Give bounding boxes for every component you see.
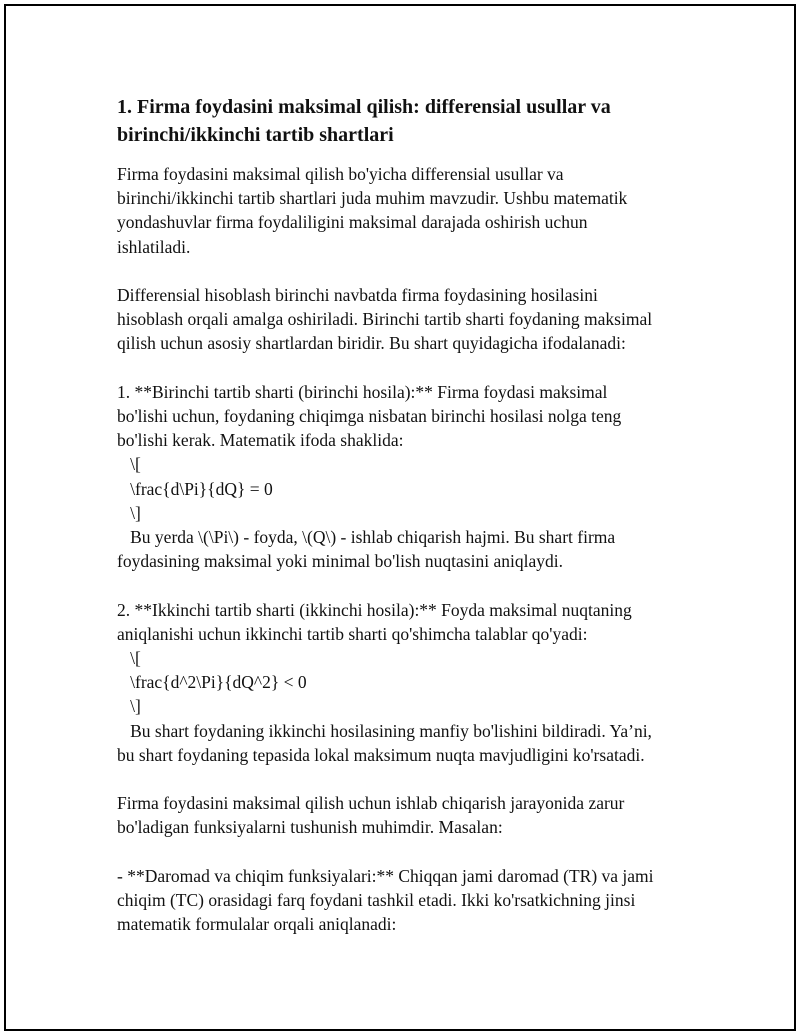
text-line: aniqlanishi uchun ikkinchi tartib sharti qo'shimcha talablar qo'yadi: (117, 623, 588, 644)
section-heading (117, 93, 757, 149)
text-line: bo'lishi uchun, foydaning chiqimga nisbatan birinchi hosilasi nolga teng (117, 406, 622, 426)
text-line: chiqim (TC) orasidagi farq foydani tashkil etadi. Ikki ko'rsatkichning jinsi (117, 890, 636, 911)
text-line: foydasining maksimal yoki minimal bo'lish nuqtasini aniqlaydi. (117, 551, 563, 572)
paragraph-6 (117, 864, 757, 937)
text-line: bo'lishi kerak. Matematik ifoda shaklida: (117, 430, 404, 451)
text-line: yondashuvlar firma foydaliligini maksimal darajada oshirish uchun (117, 212, 588, 233)
text-line: \frac{d^2\Pi}{dQ^2} < 0 (117, 672, 307, 693)
paragraph-2 (117, 283, 757, 356)
heading-line: 1. Firma foydasini maksimal qilish: differensial usullar va (117, 96, 611, 118)
paragraph-1 (117, 162, 757, 259)
document-body (117, 93, 757, 936)
text-line: \] (117, 696, 141, 717)
text-line: \] (117, 502, 141, 523)
text-line: matematik formulalar orqali aniqlanadi: (117, 914, 397, 935)
text-line: Differensial hisoblash birinchi navbatda firma foydasining hosilasini (117, 285, 598, 305)
paragraph-5 (117, 791, 757, 839)
text-line: 2. **Ikkinchi tartib sharti (ikkinchi hosila):** Foyda maksimal nuqtaning (117, 599, 632, 620)
paragraph-3 (117, 380, 757, 574)
text-line: hisoblash orqali amalga oshiriladi. Birinchi tartib sharti foydaning maksimal (117, 309, 653, 330)
paragraph-4 (117, 598, 757, 767)
text-line: bo'ladigan funksiyalarni tushunish muhimdir. Masalan: (117, 817, 503, 838)
text-line: Bu shart foydaning ikkinchi hosilasining manfiy bo'lishini bildiradi. Ya’ni, (117, 720, 652, 741)
text-line: Firma foydasini maksimal qilish bo'yicha differensial usullar va (117, 164, 564, 184)
text-line: \[ (117, 648, 141, 669)
text-line: bu shart foydaning tepasida lokal maksimum nuqta mavjudligini ko'rsatadi. (117, 744, 645, 765)
text-line: birinchi/ikkinchi tartib shartlari juda muhim mavzudir. Ushbu matematik (117, 188, 628, 209)
text-line: Firma foydasini maksimal qilish uchun ishlab chiqarish jarayonida zarur (117, 793, 625, 814)
text-line: 1. **Birinchi tartib sharti (birinchi hosila):** Firma foydasi maksimal (117, 381, 608, 402)
paragraph-list (117, 162, 757, 936)
text-line: - **Daromad va chiqim funksiyalari:** Chiqqan jami daromad (TR) va jami (117, 865, 654, 886)
text-line: Bu yerda \(\Pi\) - foyda, \(Q\) - ishlab chiqarish hajmi. Bu shart firma (117, 527, 616, 548)
text-line: qilish uchun asosiy shartlardan biridir. Bu shart quyidagicha ifodalanadi: (117, 333, 626, 354)
text-line: ishlatiladi. (117, 236, 191, 257)
text-line: \frac{d\Pi}{dQ} = 0 (117, 478, 273, 499)
text-line: \[ (117, 454, 141, 475)
heading-line: birinchi/ikkinchi tartib shartlari (117, 124, 394, 146)
